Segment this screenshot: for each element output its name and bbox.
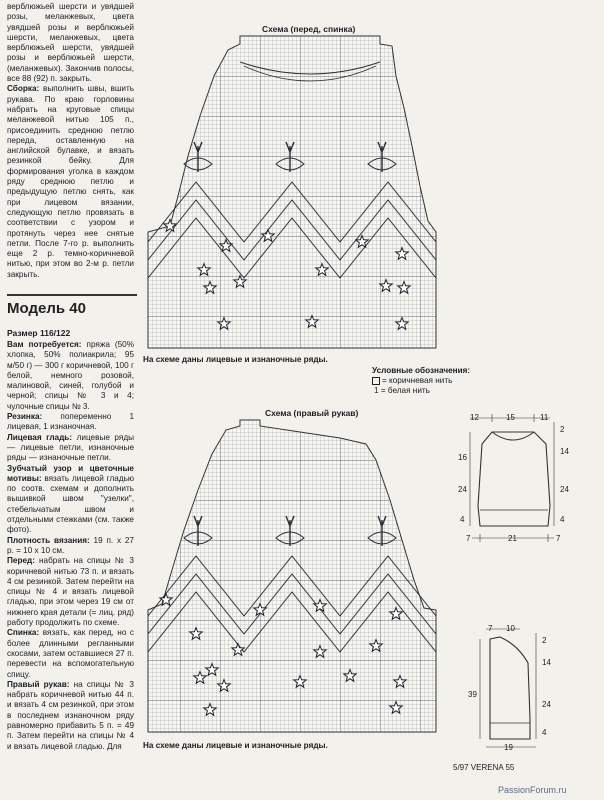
legend-title: Условные обозначения: xyxy=(372,366,471,375)
sleeve-dim-right-3: 24 xyxy=(542,700,551,709)
body-dim-top-2: 15 xyxy=(506,413,515,422)
sleeve-dim-top-2: 10 xyxy=(506,624,515,633)
sleeve-dim-right-2: 14 xyxy=(542,658,551,667)
instr-sleeve: Правый рукав: на спицы № 3 набрать коричневой нитью 44 п. и вязать 4 см резинкой, при этом в последнем изнаночном ряду равномерно прибавить 5 п. = 49 п. Затем перейти на спицы № 4 и вязать лицевой гладью. Для xyxy=(7,679,134,751)
body-dim-top-3: 11 xyxy=(540,413,549,422)
sleeve-chart-title: Схема (правый рукав) xyxy=(265,408,359,418)
body-neckline xyxy=(492,432,534,440)
body-dim-top-1: 12 xyxy=(470,413,479,422)
legend-white: 1 = белая нить xyxy=(374,386,430,395)
front-chart-title: Схема (перед, спинка) xyxy=(262,24,356,34)
instr-pattern: Зубчатый узор и цветочные мотивы: вязать лицевой гладью по соотв. схемам и дополнить вышивкой швом "узелки", стебельчатым швом и отдельными стежками (см. также фото). xyxy=(7,463,135,535)
sleeve-chart-grid xyxy=(140,420,440,732)
sleeve-dim-right-1: 2 xyxy=(542,636,547,645)
instr-front: Перед: набрать на спицы № 3 коричневой нитью 73 п. и вязать 4 см резинкой. Затем перейти на спицы № 4 и вязать лицевой гладью, при этом через 19 см от нижнего края детали (= лиц. ряд) работу продолжить по схеме. xyxy=(7,556,134,628)
intro-paragraph: верблюжьей шерсти и увядшей розы, меланжевых, цвета увядшей розы и верблюжьей шерсти, меланжевых, цвета верблюжьей шерсти, увядшей розы и верблюжьей шерсти, (меланжевых). Закончив полосы, все 88 (92) п. закрыть. xyxy=(7,2,134,84)
body-dim-right-4: 4 xyxy=(560,515,565,524)
instructions-block xyxy=(7,340,134,752)
body-schematic xyxy=(450,410,600,545)
body-outline xyxy=(478,432,550,526)
sleeve-dim-top-1: 7 xyxy=(488,624,493,633)
front-grid-fill xyxy=(140,36,440,348)
model-title: Модель 40 xyxy=(7,300,86,317)
body-dim-bottom-1: 7 xyxy=(466,534,471,543)
sleeve-dim-bottom-1: 19 xyxy=(504,743,513,752)
body-dim-left-1: 16 xyxy=(458,453,467,462)
body-dim-left-2: 24 xyxy=(458,485,467,494)
instr-stockinette: Лицевая гладь: лицевые ряды — лицевые петли, изнаночные ряды — изнаночные петли. xyxy=(7,432,134,463)
assembly-label: Сборка: xyxy=(7,84,40,94)
sleeve-chart-caption: На схеме даны лицевые и изнаночные ряды. xyxy=(143,741,328,750)
legend-brown: = коричневая нить xyxy=(372,376,470,386)
assembly-text: выполнить швы, вшить рукава. По краю горловины набрать на круговые спицы меланжевой нитью 105 п., присоединить среднюю петлю переда, оставленную на английской булавке, и вязать резинкой бейку. Для формирования уголка в каждом ряду среднюю петлю и предыдущую петлю снять, как при лицевом вязании, следующую петлю провязать в соответствии с узором и протянуть через нее снятые петли. После 7-го р. выполнить еще 2 р. темно-коричневой нитью, при этом во 2-м р. петли закрыть. xyxy=(7,84,134,279)
front-chart-grid xyxy=(140,36,440,348)
model-divider xyxy=(7,294,137,296)
page-footer: 5/97 VERENA 55 xyxy=(453,763,515,772)
body-dim-right-2: 14 xyxy=(560,447,569,456)
body-dim-left-3: 4 xyxy=(460,515,465,524)
brown-square-icon xyxy=(372,377,380,385)
legend xyxy=(372,366,470,396)
sleeve-dim-left-1: 39 xyxy=(468,690,477,699)
body-dim-bottom-2: 21 xyxy=(508,534,517,543)
sleeve-outline-small xyxy=(490,637,530,739)
body-dim-bottom-3: 7 xyxy=(556,534,561,543)
instr-gauge: Плотность вязания: 19 п. x 27 р. = 10 x 10 см. xyxy=(7,535,134,555)
watermark: PassionForum.ru xyxy=(498,785,567,795)
instr-back: Спинка: вязать, как перед, но с более длинными регланными скосами, затем оставшиеся 27 п. перевести на вспомогательную спицу. xyxy=(7,628,134,679)
intro-text-block xyxy=(7,0,134,280)
sleeve-dim-right-4: 4 xyxy=(542,728,547,737)
sleeve-schematic xyxy=(460,615,600,755)
body-dim-right-1: 2 xyxy=(560,425,565,434)
front-chart-caption: На схеме даны лицевые и изнаночные ряды. xyxy=(143,355,328,364)
body-dim-right-3: 24 xyxy=(560,485,569,494)
instr-rib: Резинка: попеременно 1 лицевая, 1 изнаночная. xyxy=(7,412,134,432)
model-size: Размер 116/122 xyxy=(7,328,71,338)
instr-materials: Вам потребуется: пряжа (50% хлопка, 50% полиакрила; 95 м/50 г) — 300 г коричневой, 100 г белой, немного розовой, малиновой, синей, голубой и черной; спицы № 3 и 4; чулочные спицы № 3. xyxy=(7,340,135,411)
